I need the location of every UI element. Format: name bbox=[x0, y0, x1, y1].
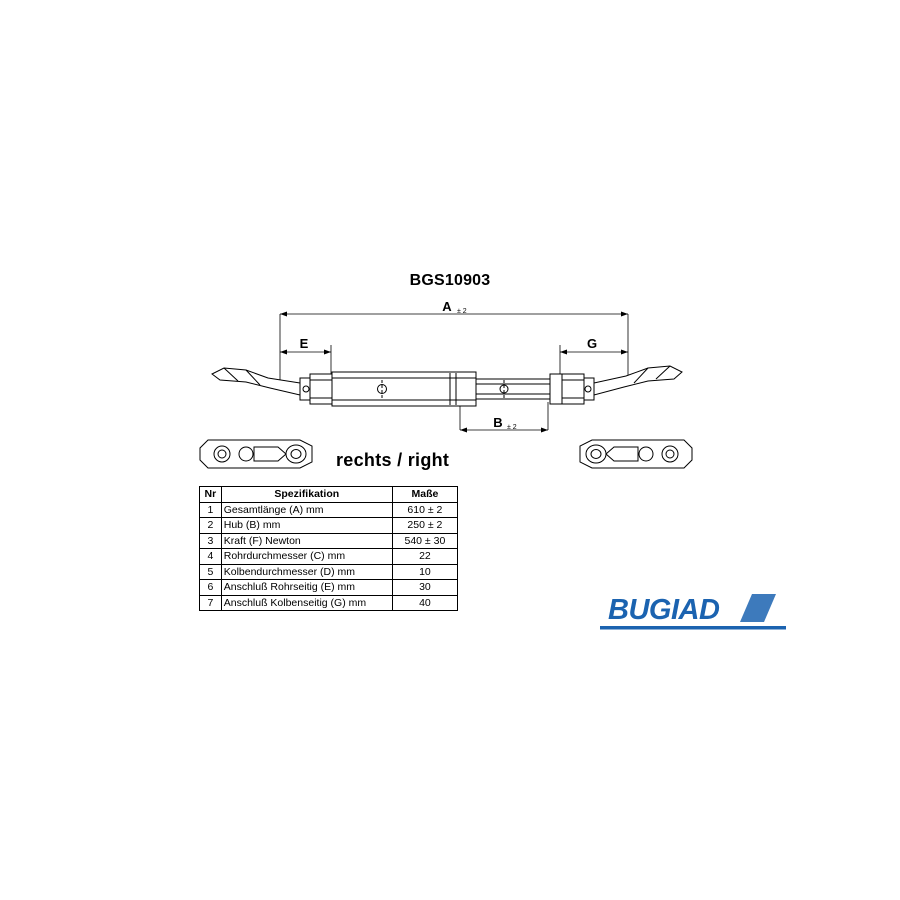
column-header-spezifikation: Spezifikation bbox=[221, 487, 392, 503]
cell-nr: 2 bbox=[200, 518, 222, 534]
cell-spec: Kolbendurchmesser (D) mm bbox=[221, 564, 392, 580]
right-bracket-detail bbox=[580, 440, 692, 468]
cell-value: 540 ± 30 bbox=[392, 533, 457, 549]
cell-spec: Rohrdurchmesser (C) mm bbox=[221, 549, 392, 565]
cell-value: 40 bbox=[392, 595, 457, 611]
cell-nr: 7 bbox=[200, 595, 222, 611]
brand-logo-text: BUGIAD bbox=[608, 594, 720, 626]
cell-value: 610 ± 2 bbox=[392, 502, 457, 518]
dimension-label-a: A bbox=[442, 299, 452, 314]
cell-nr: 3 bbox=[200, 533, 222, 549]
brand-logo bbox=[600, 592, 790, 632]
cell-nr: 1 bbox=[200, 502, 222, 518]
cell-nr: 6 bbox=[200, 580, 222, 596]
orientation-caption: rechts / right bbox=[336, 450, 450, 470]
column-header-nr: Nr bbox=[200, 487, 222, 503]
dimension-b bbox=[460, 402, 548, 433]
table-row bbox=[200, 595, 458, 611]
cell-value: 22 bbox=[392, 549, 457, 565]
piston-rod bbox=[476, 374, 562, 404]
table-row bbox=[200, 518, 458, 534]
cell-nr: 4 bbox=[200, 549, 222, 565]
table-row bbox=[200, 549, 458, 565]
left-end-fitting bbox=[212, 368, 332, 404]
cell-spec: Hub (B) mm bbox=[221, 518, 392, 534]
cell-spec: Kraft (F) Newton bbox=[221, 533, 392, 549]
dimension-label-b: B bbox=[493, 415, 503, 430]
table-header-row bbox=[200, 487, 458, 503]
specification-table bbox=[199, 486, 458, 611]
column-header-masse: Maße bbox=[392, 487, 457, 503]
cell-value: 30 bbox=[392, 580, 457, 596]
right-end-fitting bbox=[562, 366, 682, 404]
table-row bbox=[200, 580, 458, 596]
table-row bbox=[200, 533, 458, 549]
cylinder-tube bbox=[332, 372, 476, 406]
dimension-label-e: E bbox=[299, 336, 309, 351]
table-row bbox=[200, 564, 458, 580]
cell-spec: Gesamtlänge (A) mm bbox=[221, 502, 392, 518]
cell-value: 10 bbox=[392, 564, 457, 580]
cell-value: 250 ± 2 bbox=[392, 518, 457, 534]
page-title: BGS10903 bbox=[409, 272, 491, 289]
gas-spring-technical-drawing bbox=[150, 290, 770, 490]
cell-nr: 5 bbox=[200, 564, 222, 580]
brand-logo-mark bbox=[600, 592, 790, 632]
cell-spec: Anschluß Kolbenseitig (G) mm bbox=[221, 595, 392, 611]
left-bracket-detail bbox=[200, 440, 312, 468]
dimension-label-b-tolerance: ± 2 bbox=[507, 424, 517, 431]
cell-spec: Anschluß Rohrseitig (E) mm bbox=[221, 580, 392, 596]
dimension-label-g: G bbox=[586, 336, 598, 351]
dimension-label-a-tolerance: ± 2 bbox=[457, 308, 467, 315]
table-row bbox=[200, 502, 458, 518]
